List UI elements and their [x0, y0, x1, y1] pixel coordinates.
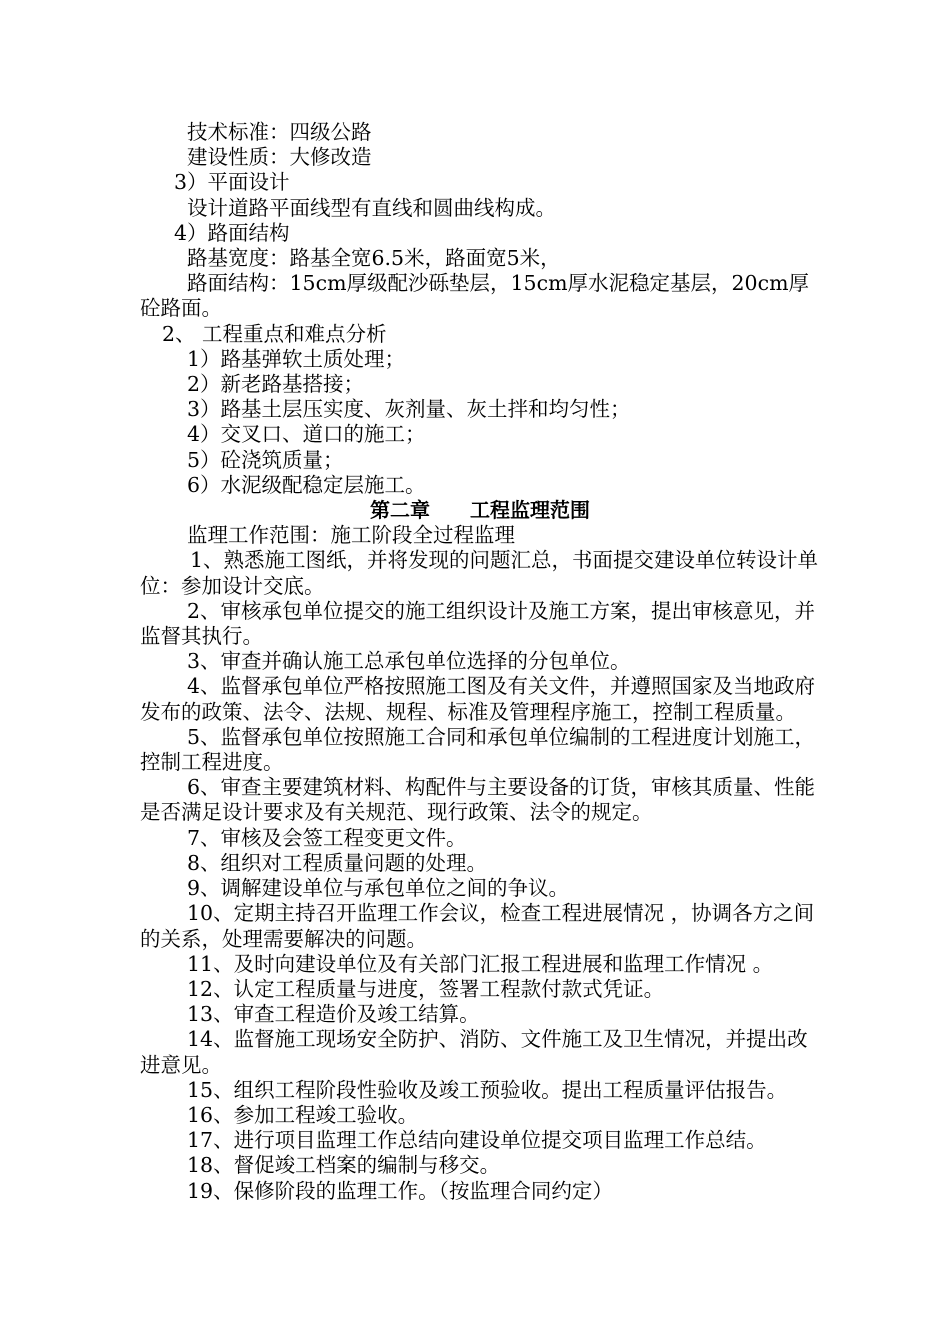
construction-nature-line: 建设性质：大修改造: [187, 145, 372, 170]
scope-item: 10、定期主持召开监理工作会议，检查工程进展情况 ，协调各方之间的关系，处理需要解决的问题。: [140, 901, 815, 951]
scope-item: 16、参加工程竣工验收。: [187, 1102, 419, 1127]
chapter-title: 工程监理范围: [470, 498, 590, 523]
tech-standard-line: 技术标准：四级公路: [187, 120, 372, 144]
scope-item: 5、监督承包单位按照施工合同和承包单位编制的工程进度计划施工，控制工程进度。: [140, 724, 816, 775]
scope-item: 14、监督施工现场安全防护、消防、文件施工及卫生情况，并提出改进意见。: [140, 1027, 808, 1077]
key-point-item: 1）路基弹软土质处理；: [187, 346, 406, 371]
scope-item: 9、调解建设单位与承包单位之间的争议。: [187, 876, 570, 901]
key-point-item: 6）水泥级配稳定层施工。: [187, 472, 426, 497]
scope-item: 19、保修阶段的监理工作。（按监理合同约定）: [187, 1178, 613, 1203]
scope-item: 6、审查主要建筑材料、构配件与主要设备的订货，审核其质量、性能是否满足设计要求及有关规范、现行政策、法令的规定。: [140, 775, 816, 825]
scope-item: 8、组织对工程质量问题的处理。: [187, 850, 488, 875]
scope-item: 4、监督承包单位严格按照施工图及有关文件，并遵照国家及当地政府发布的政策、法令、法规、规程、标准及管理程序施工，控制工程质量。: [140, 674, 816, 724]
scope-item: 17、进行项目监理工作总结向建设单位提交项目监理工作总结。: [187, 1128, 767, 1153]
chapter-heading: [140, 498, 820, 523]
scope-item: 1、熟悉施工图纸，并将发现的问题汇总，书面提交建设单位转设计单位：参加设计交底。: [140, 548, 819, 598]
scope-intro: 监理工作范围：施工阶段全过程监理: [187, 523, 515, 548]
scope-item: 3、审查并确认施工总承包单位选择的分包单位。: [187, 649, 631, 674]
scope-item: 15、组织工程阶段性验收及竣工预验收。提出工程质量评估报告。: [187, 1077, 788, 1102]
key-point-item: 4）交叉口、道口的施工；: [187, 422, 426, 447]
scope-item: 11、及时向建设单位及有关部门汇报工程进展和监理工作情况 。: [187, 951, 774, 976]
scope-item: 7、审核及会签工程变更文件。: [187, 825, 467, 850]
key-point-item: 3）路基土层压实度、灰剂量、灰土拌和均匀性；: [187, 397, 631, 422]
document-body: [140, 120, 820, 1204]
plan-design-heading: 3）平面设计: [174, 170, 290, 195]
scope-item: 2、审核承包单位提交的施工组织设计及施工方案，提出审核意见，并监督其执行。: [140, 598, 816, 649]
scope-item: 12、认定工程质量与进度，签署工程款付款式凭证。: [187, 976, 665, 1001]
scope-item: 13、审查工程造价及竣工结算。: [187, 1002, 480, 1027]
roadbed-width-line: 路基宽度：路基全宽6.5米，路面宽5米，: [187, 246, 561, 271]
key-point-item: 5）砼浇筑质量；: [187, 447, 344, 472]
key-point-item: 2）新老路基搭接；: [187, 372, 365, 397]
chapter-number: 第二章: [370, 498, 430, 523]
key-points-heading: 2、 工程重点和难点分析: [162, 321, 387, 346]
pavement-structure-text: 路面结构：15cm厚级配沙砾垫层，15cm厚水泥稳定基层，20cm厚砼路面。: [140, 271, 810, 321]
scope-item: 18、督促竣工档案的编制与移交。: [187, 1153, 501, 1178]
pavement-structure-heading: 4）路面结构: [174, 220, 290, 245]
plan-design-text: 设计道路平面线型有直线和圆曲线构成。: [187, 195, 556, 220]
